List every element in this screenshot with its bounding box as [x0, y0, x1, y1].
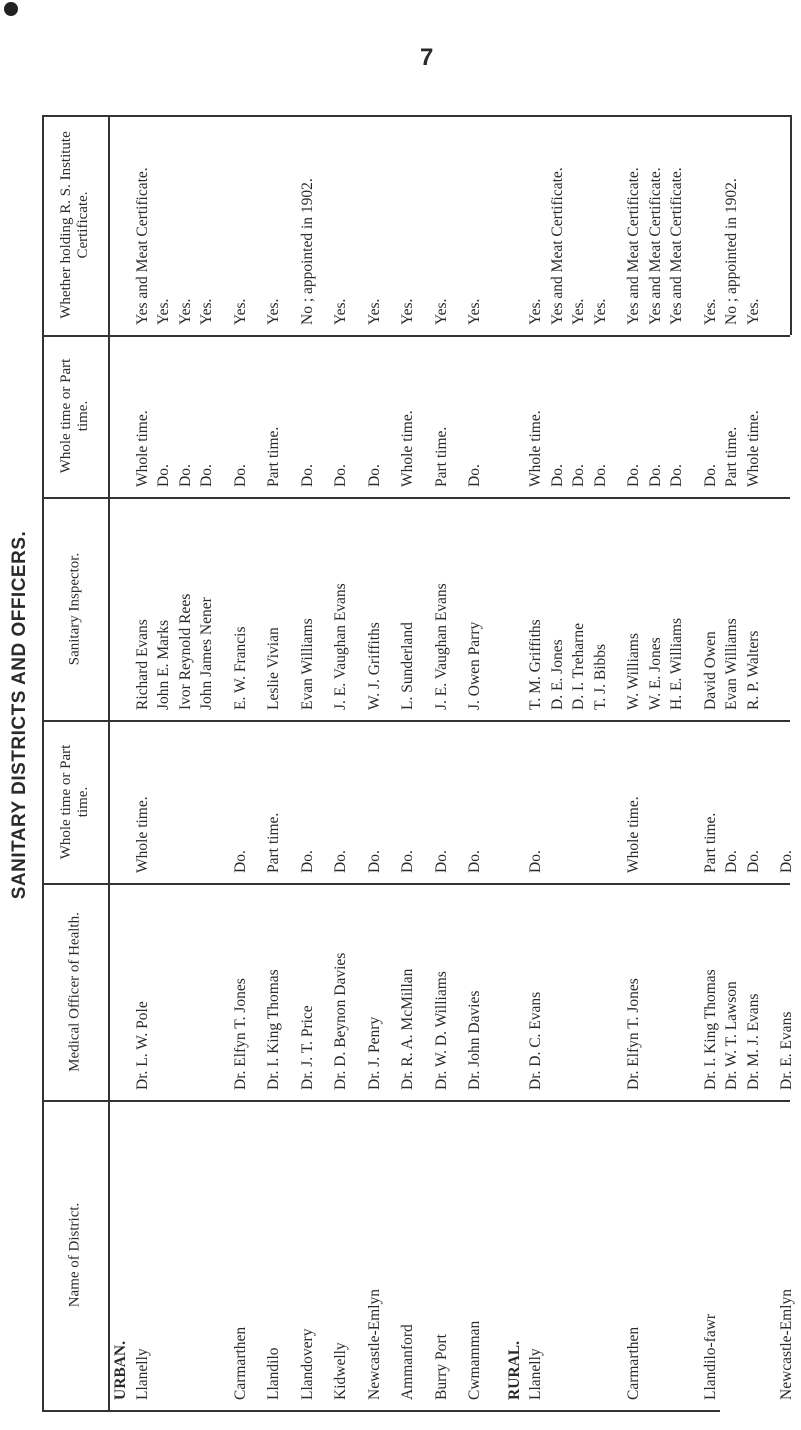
medical-officer: Dr. R. A. McMillan	[399, 968, 416, 1090]
medical-officer: Dr. M. J. Evans	[744, 993, 762, 1090]
medical-officer: Dr. Elfyn T. Jones	[231, 978, 249, 1090]
district-name: Carmarthen	[231, 1326, 249, 1400]
si-time-value: Do.	[625, 464, 642, 487]
medical-officer: Dr. I. King Thomas	[701, 969, 719, 1090]
si-time-value: Do.	[231, 464, 249, 487]
sanitary-inspector: Ivor Reynold Rees	[176, 593, 194, 710]
sanitary-inspector: J. E. Vaughan Evans	[432, 583, 450, 710]
certificate-status: Yes.	[701, 298, 719, 325]
district-name: Burry Port	[432, 1334, 450, 1400]
district-name: Newcastle-Emlyn	[778, 1288, 795, 1400]
sanitary-inspector: J. E. Vaughan Evans	[332, 583, 349, 710]
sanitary-inspector: W. Williams	[625, 633, 642, 710]
certificate-status: Yes.	[591, 298, 609, 325]
si-time-value: Do.	[365, 464, 383, 487]
medical-officer: Dr. John Davies	[466, 990, 483, 1090]
header-inspector	[42, 497, 108, 720]
medical-officer: Dr. D. Beynon Davies	[332, 952, 349, 1090]
sanitary-inspector: H. E. Williams	[668, 617, 685, 710]
medical-officer: Dr. E. Evans	[778, 1011, 795, 1090]
si-time-value: Do.	[570, 464, 587, 487]
certificate-status: Yes.	[432, 298, 450, 325]
certificate-status: Yes.	[231, 298, 249, 325]
table-rule-h	[42, 115, 790, 117]
medical-officer: Dr. W. T. Lawson	[723, 981, 740, 1090]
mo-time-value: Do.	[399, 850, 416, 873]
sanitary-inspector: T. J. Bibbs	[591, 643, 609, 710]
si-time-value: Part time.	[432, 426, 450, 487]
sanitary-inspector: R. P. Walters	[744, 630, 762, 710]
medical-officer: Dr. D. C. Evans	[527, 991, 544, 1090]
certificate-status: Yes.	[399, 298, 416, 325]
mo-time-value: Do.	[231, 850, 249, 873]
si-time-value: Do.	[176, 464, 194, 487]
table-rule-h	[42, 1410, 720, 1412]
page-title-text: SANITARY DISTRICTS AND OFFICERS.	[9, 530, 30, 900]
header-text-si_time: Whole time or Part time.	[58, 358, 91, 474]
district-name: Llandilo	[265, 1347, 282, 1400]
sanitary-inspector: T. M. Griffiths	[527, 619, 544, 710]
district-name: Newcastle-Emlyn	[365, 1288, 383, 1400]
mo-time-value: Do.	[778, 850, 795, 873]
medical-officer: Dr. J. Penry	[365, 1016, 383, 1090]
table-rule-h	[42, 720, 790, 722]
mo-time-value: Do.	[744, 850, 762, 873]
sanitary-inspector: David Owen	[701, 631, 719, 710]
medical-officer: Dr. Elfyn T. Jones	[625, 978, 642, 1090]
certificate-status: Yes and Meat Certificate.	[646, 167, 664, 325]
certificate-status: Yes and Meat Certificate.	[133, 167, 151, 325]
header-text-mo_time: Whole time or Part time.	[58, 744, 91, 859]
si-time-value: Do.	[298, 464, 316, 487]
certificate-status: Yes.	[332, 298, 349, 325]
sanitary-inspector: D. I. Treharne	[570, 623, 587, 710]
certificate-status: Yes.	[198, 298, 215, 325]
district-name: Ammanford	[399, 1324, 416, 1400]
header-text-certificate: Whether holding R. S. Institute Certificate.	[58, 131, 91, 319]
header-si_time	[42, 335, 108, 497]
header-text-district: Name of District.	[66, 1202, 83, 1308]
header-district	[42, 1100, 108, 1410]
sanitary-inspector: W. E. Jones	[646, 637, 664, 710]
certificate-status: No ; appointed in 1902.	[723, 178, 740, 325]
medical-officer: Dr. J. T. Price	[298, 1005, 316, 1090]
si-time-value: Part time.	[265, 426, 282, 487]
certificate-status: Yes.	[155, 298, 172, 325]
sanitary-inspector: John E. Marks	[155, 620, 172, 710]
sanitary-inspector: E. W. Francis	[231, 626, 249, 710]
si-time-value: Part time.	[723, 426, 740, 487]
mo-time-value: Whole time.	[625, 796, 642, 873]
medical-officer: Dr. L. W. Pole	[133, 1001, 151, 1090]
sanitary-inspector: Leslie Vivian	[265, 627, 282, 710]
si-time-value: Whole time.	[527, 410, 544, 487]
si-time-value: Do.	[198, 464, 215, 487]
mo-time-value: Part time.	[265, 812, 282, 873]
medical-officer: Dr. I. King Thomas	[265, 969, 282, 1090]
table-border-right	[790, 115, 792, 335]
group-label-rural: RURAL.	[505, 1341, 523, 1400]
header-text-medical_officer: Medical Officer of Health.	[66, 911, 83, 1072]
sanitary-inspector: John James Nener	[198, 597, 215, 710]
mo-time-value: Do.	[527, 850, 544, 873]
si-time-value: Do.	[701, 464, 719, 487]
certificate-status: Yes.	[365, 298, 383, 325]
si-time-value: Whole time.	[133, 410, 151, 487]
header-certificate	[42, 115, 108, 335]
mo-time-value: Part time.	[701, 812, 719, 873]
district-name: Kidwelly	[332, 1342, 349, 1400]
district-name: Llanelly	[133, 1348, 151, 1400]
si-time-value: Do.	[668, 464, 685, 487]
table-rule-h	[42, 335, 790, 337]
medical-officer: Dr. W. D. Williams	[432, 971, 450, 1090]
page-number: 7	[420, 44, 434, 71]
mo-time-value: Do.	[365, 850, 383, 873]
mo-time-value: Do.	[466, 850, 483, 873]
certificate-status: Yes.	[744, 298, 762, 325]
si-time-value: Do.	[646, 464, 664, 487]
table-rule-h	[42, 883, 790, 885]
certificate-status: Yes and Meat Certificate.	[625, 167, 642, 325]
mo-time-value: Do.	[298, 850, 316, 873]
sanitary-inspector: J. Owen Parry	[466, 621, 483, 710]
certificate-status: Yes and Meat Certificate.	[548, 167, 566, 325]
mo-time-value: Do.	[723, 850, 740, 873]
si-time-value: Do.	[155, 464, 172, 487]
district-name: Cwmamman	[466, 1320, 483, 1400]
si-time-value: Do.	[591, 464, 609, 487]
certificate-status: Yes.	[265, 298, 282, 325]
group-label-urban: URBAN.	[112, 1341, 129, 1400]
sanitary-inspector: L. Sunderland	[399, 622, 416, 710]
certificate-status: Yes.	[527, 298, 544, 325]
certificate-status: Yes.	[176, 298, 194, 325]
si-time-value: Do.	[332, 464, 349, 487]
sanitary-inspector: W. J. Griffiths	[365, 622, 383, 710]
si-time-value: Do.	[548, 464, 566, 487]
si-time-value: Do.	[466, 464, 483, 487]
header-mo_time	[42, 720, 108, 883]
certificate-status: Yes.	[570, 298, 587, 325]
certificate-status: Yes and Meat Certificate.	[668, 167, 685, 325]
mo-time-value: Do.	[332, 850, 349, 873]
district-name: Llandovery	[298, 1328, 316, 1400]
district-name: Llanelly	[527, 1348, 544, 1400]
mo-time-value: Whole time.	[133, 796, 151, 873]
table-rule-h	[42, 1100, 790, 1102]
header-text-inspector: Sanitary Inspector.	[66, 552, 83, 665]
header-divider	[108, 115, 110, 1410]
si-time-value: Whole time.	[744, 410, 762, 487]
sanitary-inspector: Evan Williams	[723, 618, 740, 710]
sanitary-inspector: Evan Williams	[298, 618, 316, 710]
certificate-status: No ; appointed in 1902.	[298, 178, 316, 325]
header-medical_officer	[42, 883, 108, 1100]
sanitary-inspector: Richard Evans	[133, 619, 151, 710]
si-time-value: Whole time.	[399, 410, 416, 487]
mo-time-value: Do.	[432, 850, 450, 873]
sanitary-inspector: D. E. Jones	[548, 639, 566, 710]
table-rule-h	[42, 497, 790, 499]
certificate-status: Yes.	[466, 298, 483, 325]
district-name: Llandilo-fawr	[701, 1313, 719, 1400]
district-name: Carmarthen	[625, 1326, 642, 1400]
